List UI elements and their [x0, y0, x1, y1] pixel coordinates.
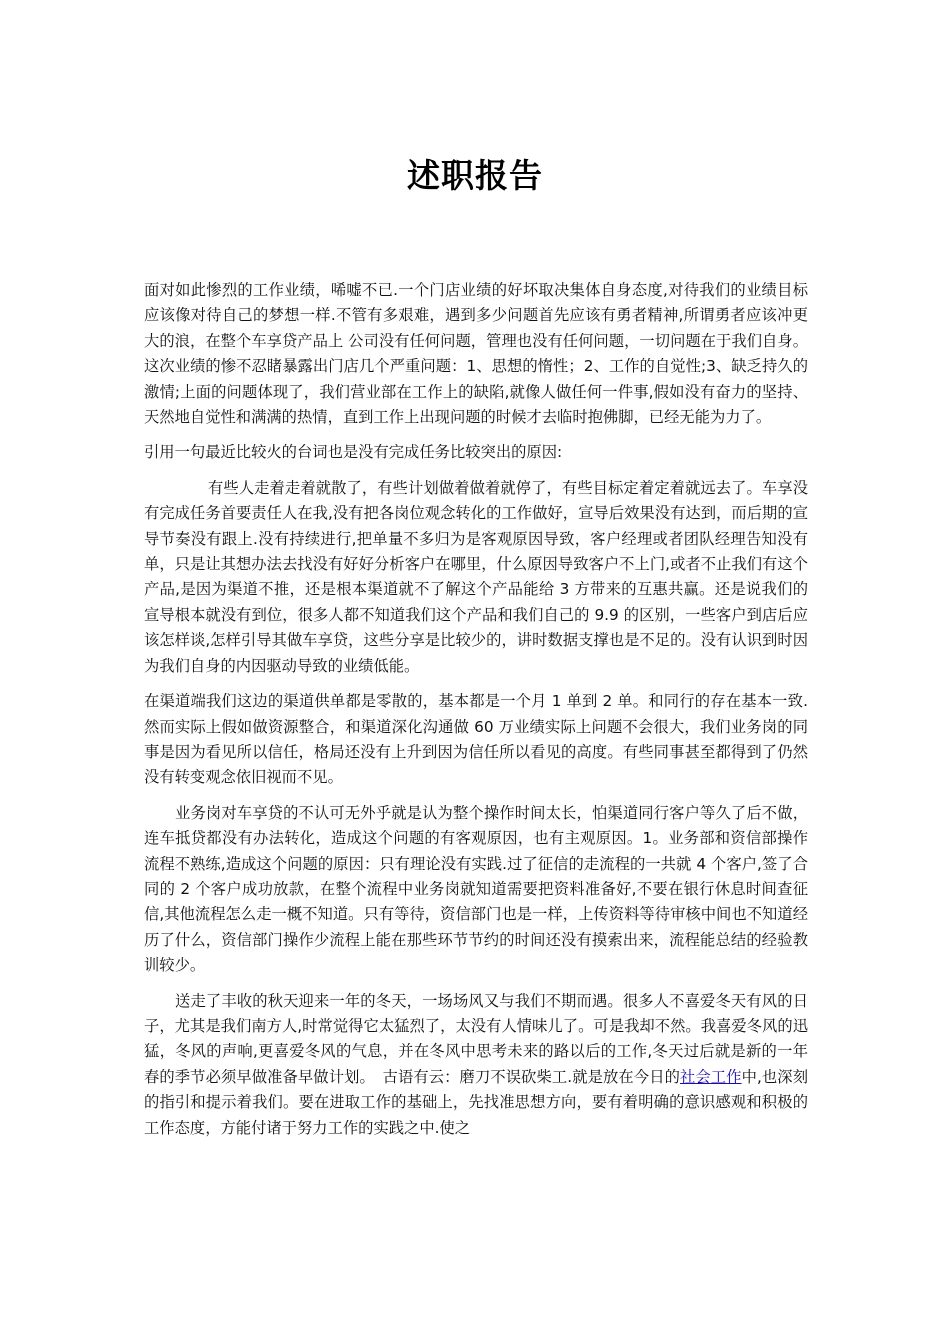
paragraph-3: 有些人走着走着就散了，有些计划做着做着就停了，有些目标定着定着就远去了。车享没有完成任务首要责任人在我,没有把各岗位观念转化的工作做好，宣导后效果没有达到，而后期的宣导节奏没有跟上.没有持续进行,把单量不多归为是客观原因导致，客户经理或者团队经理告知没有单，只是让其想办法去找没有好好分析客户在哪里，什么原因导致客户不上门,或者不止我们有这个产品,是因为渠道不推，还是根本渠道就不了解这个产品能给 3 方带来的互惠共赢。还是说我们的宣导根本就没有到位，很多人都不知道我们这个产品和我们自己的 9.9 的区别，一些客户到店后应该怎样谈,怎样引导其做车享贷，这些分享是比较少的，讲时数据支撑也是不足的。没有认识到时因为我们自身的内因驱动导致的业绩低能。	[144, 478, 808, 675]
paragraph-6-text-before-link: 送走了丰收的秋天迎来一年的冬天，一场场风又与我们不期而遇。很多人不喜爱冬天有风的日子，尤其是我们南方人,时常觉得它太猛烈了，太没有人情味儿了。可是我却不然。我喜爱冬风的迅猛，冬风的声响,更喜爱冬风的气息，并在冬风中思考未来的路以后的工作,冬天过后就是新的一年春的季节必须早做准备早做计划。 古语有云：磨刀不误砍柴工.就是放在今日的	[144, 991, 808, 1086]
document-title: 述职报告	[407, 156, 543, 195]
paragraph-6	[144, 989, 808, 1141]
paragraph-2: 引用一句最近比较火的台词也是没有完成任务比较突出的原因:	[144, 443, 563, 462]
paragraph-1: 面对如此惨烈的工作业绩，唏嘘不已.一个门店业绩的好坏取决集体自身态度,对待我们的业绩目标应该像对待自己的梦想一样.不管有多艰难，遇到多少问题首先应该有勇者精神,所谓勇者应该冲更大的浪，在整个车享贷产品上 公司没有任何问题，管理也没有任何问题，一切问题在于我们自身。这次业绩的惨不忍睹暴露出门店几个严重问题：1、思想的惰性；2、工作的自觉性;3、缺乏持久的激情;上面的问题体现了，我们营业部在工作上的缺陷,就像人做任何一件事,假如没有奋力的坚持、天然地自觉性和满满的热情，直到工作上出现问题的时候才去临时抱佛脚，已经无能为力了。	[144, 281, 808, 427]
paragraph-5: 业务岗对车享贷的不认可无外乎就是认为整个操作时间太长，怕渠道同行客户等久了后不做，连车抵贷都没有办法转化，造成这个问题的有客观原因，也有主观原因。1。业务部和资信部操作流程不熟练,造成这个问题的原因：只有理论没有实践.过了征信的走流程的一共就 4 个客户,签了合同的 2 个客户成功放款，在整个流程中业务岗就知道需要把资料准备好,不要在银行休息时间查征信,其他流程怎么走一概不知道。只有等待，资信部门也是一样，上传资料等待审核中间也不知道经历了什么，资信部门操作少流程上能在那些环节节约的时间还没有摸索出来，流程能总结的经验教训较少。	[144, 803, 808, 975]
paragraph-6-text-after-link: 中,也深刻的指引和提示着我们。要在进取工作的基础上，先找准思想方向，要有着明确的意识感观和积极的工作态度，方能付诸于努力工作的实践之中.使之	[144, 1067, 808, 1137]
document-body	[144, 278, 808, 1151]
social-work-link[interactable]: 社会工作	[679, 1067, 742, 1086]
paragraph-4: 在渠道端我们这边的渠道供单都是零散的，基本都是一个月 1 单到 2 单。和同行的存在基本一致.然而实际上假如做资源整合，和渠道深化沟通做 60 万业绩实际上问题不会很大，我们业务岗的同事是因为看见所以信任，格局还没有上升到因为信任所以看见的高度。有些同事甚至都得到了仍然没有转变观念依旧视而不见。	[144, 692, 808, 787]
